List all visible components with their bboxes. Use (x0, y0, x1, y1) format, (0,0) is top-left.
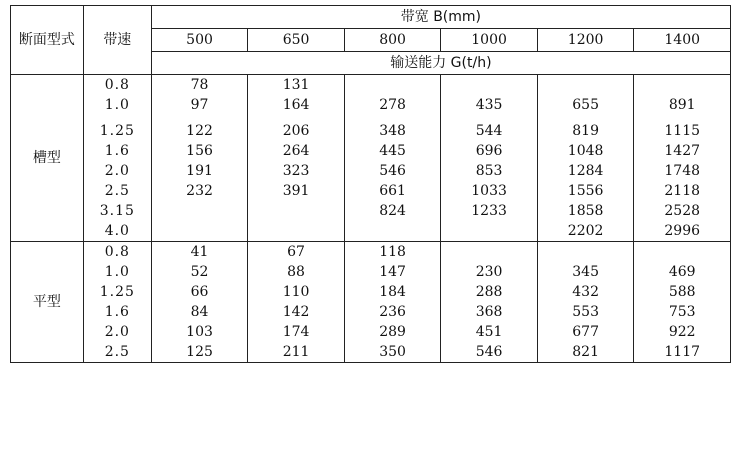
capacity-cell (634, 75, 731, 96)
capacity-cell: 1748 (634, 161, 731, 181)
table-row (11, 302, 731, 322)
capacity-cell: 1284 (537, 161, 634, 181)
belt-speed-header: 带速 (83, 6, 151, 75)
speed-cell: 3.15 (83, 201, 151, 221)
capacity-cell: 368 (441, 302, 538, 322)
capacity-cell: 230 (441, 262, 538, 282)
table-row (11, 282, 731, 302)
table-row (11, 95, 731, 115)
capacity-cell: 184 (344, 282, 441, 302)
capacity-cell (344, 75, 441, 96)
capacity-cell: 655 (537, 95, 634, 115)
capacity-cell: 391 (248, 181, 345, 201)
capacity-cell: 2118 (634, 181, 731, 201)
capacity-cell (151, 201, 248, 221)
capacity-cell: 350 (344, 342, 441, 363)
table-row (11, 342, 731, 363)
capacity-cell: 1048 (537, 141, 634, 161)
speed-cell: 2.0 (83, 161, 151, 181)
width-header-1000: 1000 (441, 29, 538, 52)
speed-cell: 4.0 (83, 221, 151, 242)
capacity-cell: 84 (151, 302, 248, 322)
table-row (11, 221, 731, 242)
capacity-cell: 1556 (537, 181, 634, 201)
capacity-cell: 553 (537, 302, 634, 322)
table-row (11, 322, 731, 342)
capacity-cell: 236 (344, 302, 441, 322)
capacity-cell (537, 242, 634, 263)
capacity-cell: 278 (344, 95, 441, 115)
speed-cell: 1.25 (83, 121, 151, 141)
capacity-cell: 1858 (537, 201, 634, 221)
capacity-cell (537, 75, 634, 96)
capacity-cell: 122 (151, 121, 248, 141)
capacity-cell (441, 242, 538, 263)
section-type-label: 平型 (11, 242, 84, 363)
speed-cell: 1.6 (83, 302, 151, 322)
capacity-cell: 264 (248, 141, 345, 161)
belt-capacity-table (10, 5, 731, 363)
capacity-cell (634, 242, 731, 263)
capacity-cell: 451 (441, 322, 538, 342)
capacity-cell: 131 (248, 75, 345, 96)
capacity-cell: 853 (441, 161, 538, 181)
capacity-cell: 41 (151, 242, 248, 263)
capacity-cell: 52 (151, 262, 248, 282)
capacity-cell: 544 (441, 121, 538, 141)
table-row (11, 141, 731, 161)
capacity-cell (248, 201, 345, 221)
table-row (11, 201, 731, 221)
capacity-cell: 67 (248, 242, 345, 263)
table-row (11, 262, 731, 282)
capacity-cell: 206 (248, 121, 345, 141)
speed-cell: 1.0 (83, 95, 151, 115)
capacity-cell (248, 221, 345, 242)
capacity-cell: 125 (151, 342, 248, 363)
capacity-cell: 469 (634, 262, 731, 282)
capacity-cell: 546 (344, 161, 441, 181)
capacity-cell: 922 (634, 322, 731, 342)
capacity-cell (344, 221, 441, 242)
capacity-cell: 821 (537, 342, 634, 363)
capacity-cell: 345 (537, 262, 634, 282)
speed-cell: 1.25 (83, 282, 151, 302)
capacity-cell: 323 (248, 161, 345, 181)
capacity-cell: 2202 (537, 221, 634, 242)
capacity-cell: 1427 (634, 141, 731, 161)
capacity-cell: 661 (344, 181, 441, 201)
capacity-cell (151, 221, 248, 242)
capacity-cell: 1117 (634, 342, 731, 363)
capacity-cell (441, 75, 538, 96)
capacity-cell: 1033 (441, 181, 538, 201)
capacity-cell: 164 (248, 95, 345, 115)
capacity-cell: 78 (151, 75, 248, 96)
capacity-cell: 191 (151, 161, 248, 181)
width-header-1400: 1400 (634, 29, 731, 52)
capacity-cell: 2528 (634, 201, 731, 221)
capacity-cell: 66 (151, 282, 248, 302)
belt-width-header: 带宽 B(mm) (151, 6, 730, 29)
capacity-cell: 1115 (634, 121, 731, 141)
capacity-cell: 432 (537, 282, 634, 302)
speed-cell: 0.8 (83, 75, 151, 96)
capacity-cell: 546 (441, 342, 538, 363)
width-header-800: 800 (344, 29, 441, 52)
capacity-cell: 97 (151, 95, 248, 115)
capacity-cell: 824 (344, 201, 441, 221)
speed-cell: 1.0 (83, 262, 151, 282)
width-header-500: 500 (151, 29, 248, 52)
capacity-cell: 819 (537, 121, 634, 141)
width-header-650: 650 (248, 29, 345, 52)
table-row (11, 75, 731, 96)
capacity-cell: 753 (634, 302, 731, 322)
table-row (11, 121, 731, 141)
speed-cell: 1.6 (83, 141, 151, 161)
capacity-cell: 588 (634, 282, 731, 302)
width-header-1200: 1200 (537, 29, 634, 52)
capacity-cell: 110 (248, 282, 345, 302)
capacity-cell: 142 (248, 302, 345, 322)
capacity-cell: 445 (344, 141, 441, 161)
capacity-cell: 1233 (441, 201, 538, 221)
capacity-cell: 232 (151, 181, 248, 201)
capacity-cell: 2996 (634, 221, 731, 242)
speed-cell: 2.5 (83, 181, 151, 201)
capacity-cell: 88 (248, 262, 345, 282)
capacity-cell: 696 (441, 141, 538, 161)
capacity-cell: 288 (441, 282, 538, 302)
capacity-cell: 211 (248, 342, 345, 363)
table-row (11, 161, 731, 181)
speed-cell: 0.8 (83, 242, 151, 263)
table-row (11, 242, 731, 263)
capacity-cell: 435 (441, 95, 538, 115)
table-row (11, 181, 731, 201)
capacity-cell: 891 (634, 95, 731, 115)
capacity-cell (441, 221, 538, 242)
capacity-cell: 103 (151, 322, 248, 342)
capacity-cell: 147 (344, 262, 441, 282)
capacity-cell: 677 (537, 322, 634, 342)
speed-cell: 2.5 (83, 342, 151, 363)
speed-cell: 2.0 (83, 322, 151, 342)
capacity-cell: 348 (344, 121, 441, 141)
capacity-cell: 118 (344, 242, 441, 263)
capacity-header: 输送能力 G(t/h) (151, 52, 730, 75)
section-type-header: 断面型式 (11, 6, 84, 75)
capacity-cell: 174 (248, 322, 345, 342)
capacity-cell: 289 (344, 322, 441, 342)
capacity-cell: 156 (151, 141, 248, 161)
section-type-label: 槽型 (11, 75, 84, 242)
